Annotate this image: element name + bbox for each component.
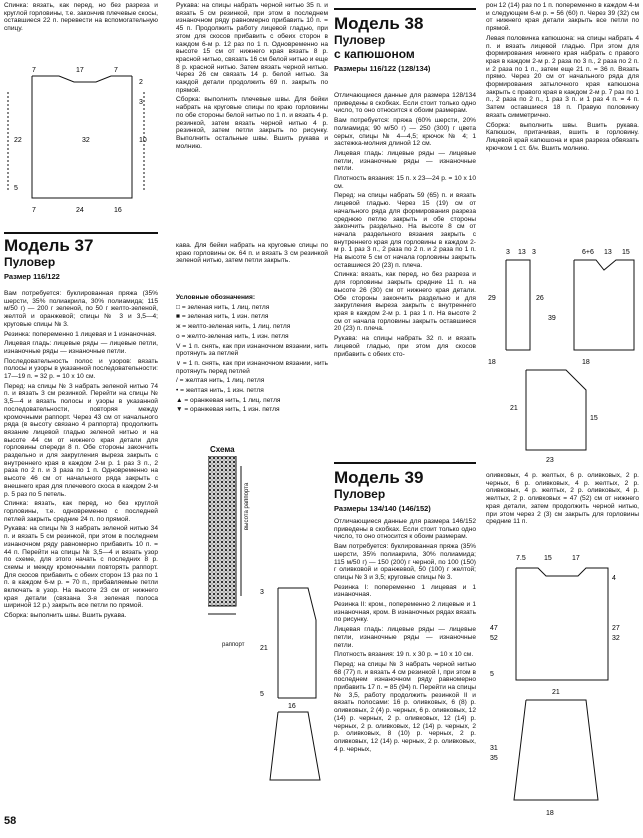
model37-subtitle: Пуловер <box>4 255 56 269</box>
dim-side: 21 <box>260 645 268 652</box>
paragraph: Резинка I: попеременно 1 лицевая и 1 изнаночная. <box>334 583 476 599</box>
dim-w3: 7 <box>114 67 118 74</box>
dim-j: 31 <box>490 745 498 752</box>
model37-sleeve-schematic <box>258 580 334 820</box>
dim-b5: 23 <box>546 457 554 464</box>
dim-n: 27 <box>612 625 620 632</box>
model38-subtitle-2: с капюшоном <box>334 47 415 61</box>
dim-g: 21 <box>552 689 560 696</box>
paragraph: Лицевая гладь: лицевые ряды — лицевые петли, изнаночные ряды — изнаночные петли. <box>334 149 476 173</box>
dim-b3: 18 <box>582 359 590 366</box>
model39-text <box>334 518 476 836</box>
section-rule <box>334 8 476 10</box>
dim-t6: 15 <box>622 249 630 256</box>
paragraph: Вам потребуется: пряжа (60% шерсти, 20% полиамида; 90 м/50 г) — 250 (300) г цвета серых, спицы № 4—4,5; крючок № 4; 1 застежка-молния длиной 12 см. <box>334 117 476 148</box>
dim-t2: 13 <box>518 249 526 256</box>
legend-title: Условные обозначения: <box>176 294 256 301</box>
dim-h4: 10 <box>139 137 147 144</box>
dim-b: 15 <box>544 555 552 562</box>
dim-a: 7.5 <box>516 555 526 562</box>
model38-size: Размеры 116/122 (128/134) <box>334 64 431 73</box>
body-outline <box>574 260 634 350</box>
model39-size: Размеры 134/140 (146/152) <box>334 504 431 513</box>
dim-w2: 17 <box>76 67 84 74</box>
dim-d: 4 <box>612 575 616 582</box>
paragraph: Резинка: попеременно 1 лицевая и 1 изнаночная. <box>4 330 157 338</box>
model38-schematic <box>486 240 639 470</box>
model38-subtitle: Пуловер <box>334 33 386 47</box>
legend-item: ∨ = 1 п. снять, как при изнаночном вязании, нить протянуть перед петлей <box>176 359 328 375</box>
col4-bottom-text <box>486 472 639 532</box>
dim-h2: 26 <box>536 295 544 302</box>
model38-text <box>334 92 476 454</box>
dim-t3: 3 <box>532 249 536 256</box>
dim-c: 17 <box>572 555 580 562</box>
paragraph: Вам потребуется: буклированная пряжа (35% шерсти, 35% полиакрила, 30% полиамида; 115 м/50 г) — 200 г зеленой, по 50 г желто-зеленой, желтой и оранжевой; спицы № 3 и 3,5—4; круговые спицы № 3. <box>4 290 158 328</box>
paragraph: Рукава: на спицы набрать 32 п. и вязать лицевой гладью, при этом для скосов прибавить с обеих сто- <box>334 335 476 358</box>
paragraph: Сборка: выполнить швы. Вшить рукава. <box>4 612 127 620</box>
dim-m: 5 <box>490 671 494 678</box>
paragraph: Отличающиеся данные для размера 146/152 приведены в скобках. Если стоит только одно число, то оно относится к обоим размерам. <box>334 518 476 541</box>
dim-t4: 6+6 <box>582 249 594 256</box>
dim-k: 35 <box>490 755 498 762</box>
paragraph: рон 12 (14) раз по 1 п. попеременно в каждом 4-м и следующем 6-м р. = 56 (60) п. Через 39 (32) см от нижнего края детали закрыть все петли по прямой. <box>486 2 639 33</box>
dim-e: 47 <box>490 625 498 632</box>
front-outline <box>278 588 316 698</box>
dim-left: 7 <box>32 207 36 214</box>
rapport-height-label: высота раппорта <box>244 482 250 530</box>
dim-w1: 7 <box>32 67 36 74</box>
paragraph: Последовательность полос и узоров: вязать полосы и узоры в указанной последовательности: 17—19 п. = 32 р. = 10 х 10 см. <box>4 357 158 381</box>
model37-size: Размер 116/122 <box>4 272 60 281</box>
paragraph: Перед: на спицы набрать 59 (65) п. и вязать лицевой гладью. Через 15 (19) см от начального ряда для формирования разреза среднюю петлю закрыть и обе стороны закончить раздельно. На высоте 8 см от начала раздельного вязания закрыть с внутреннего края для горловины в каждом 2-м р. 1 раз 3 п., 2 раза по 2 п. и 2 раза по 1 п. На высоте 5 см от начала горловины закрыть оставшиеся 20 (23) п. плеча. <box>334 192 476 269</box>
paragraph: Лицевая гладь: лицевые ряды — лицевые петли, изнаночные ряды — изнаночные петли. <box>4 340 158 355</box>
dim-b1: 18 <box>488 359 496 366</box>
col2-top-text <box>176 2 328 240</box>
paragraph: оливковых, 4 р. желтых, 6 р. оливковых, 2 р. черных, 6 р. оливковых, 4 р. желтых, 2 р. оливковых, 4 р. желтых, 2 р. оливковых, 4 р. желтых, 2 р. оливковых = 47 (52) см от нижнего края детали, затем продолжить черной нитью, при этом через 2 (3) см закрыть для горловины средние 11 п. <box>486 472 639 526</box>
paragraph: Сборка: выполнить швы. Вшить рукава. Капюшон, притачивая, вшить в горловину. Лицевой край капюшона и края разреза обвязать крючком 1 ст. б/н. Вшить молнию. <box>486 121 639 152</box>
model39-schematic <box>486 540 639 830</box>
col2-mid-text <box>176 242 328 292</box>
dim-w4: 24 <box>76 207 84 214</box>
legend-item: • = желтая нить, 1 изн. петля <box>176 387 264 395</box>
body-outline <box>516 568 608 680</box>
paragraph: Левая половинка капюшона: на спицы набрать 4 п. и вязать лицевой гладью. При этом для формирования нижнего края набрать с правого края в каждом 2-м р. 2 раза по 3 п., 2 раза по 2 п. и 2 раза по 1 п., затем еще 21 п. = 36 п. Вязать прямо. Через 20 см от начального ряда для формирования затылочного края капюшона закрыть с правого края в каждом 2-м р. 7 раз по 1 п., 2 раза по 2 п., 1 раз 3 п. и 1 раз 4 п. = 4 п. Затем оставшиеся 18 п. Правую половинку вязать симметрично. <box>486 34 639 119</box>
paragraph: Перед: на спицы № 3 набрать черной нитью 68 (77) п. и вязать 4 см резинкой I, при этом в последнем изнаночном ряду равномерно прибавить 17 п. = 85 (94) п. Перейти на спицы № 3,5, работу продолжить резинкой II и вязать полосами: 16 р. оливковых, 6 (8) р. оливковых, 2 (4) р. черных, 6 р. оливковых, 12 (14) р. черных, 2 р. оливковых, 12 (14) р. черных, 2 р. оливковых, 12 (14) р. черных, 2 р. оливковых, 8 (10) р. черных, 2 р. оливковых, 12 (14) р. черных, 2 р. оливковых, 4 р. черных, <box>334 660 476 753</box>
rapport-label: раппорт <box>222 642 245 648</box>
model37-text <box>4 290 158 818</box>
dim-h1: 29 <box>488 295 496 302</box>
dim-h1: 3 <box>139 99 143 106</box>
legend-item: / = желтая нить, 1 лиц. петля <box>176 377 265 385</box>
paragraph: Сборка: выполнить плечевые швы. Для бейки набрать на круговые спицы по краю горловины по обе стороны белой нитью по 1 п. и вязать 4 р. резинкой, затем вязать черной нитью 4 р. резинкой, затем петли закрыть по рисунку. Выполнить остальные швы. Вшить рукава и молнию. <box>176 96 328 150</box>
sleeve-outline <box>270 712 320 780</box>
model39-title: Модель 39 <box>334 468 424 487</box>
paragraph: Рукава: на спицы № 3 набрать зеленой нитью 34 п. и вязать 5 см резинкой, при этом в последнем изнаночном ряду равномерно прибавить 10 п. = 44 п. Перейти на спицы № 3,5—4 и вязать узор по схеме, для этого начать с последних 8 р. схемы и между кромочными повторять раппорт. Для скосов прибавить с обеих сторон 13 раз по 1 п. в каждом 6-м р. = 70 п., прибавляемые петли включать в узор. На высоте 23 см от нижнего края детали (связана 3-я зеленая полоса шириной 12 р.) закрыть все петли по прямой. <box>4 525 158 610</box>
chart-grid <box>208 456 236 606</box>
dim-l: 18 <box>546 810 554 817</box>
model37-schematic <box>4 62 158 222</box>
dim-b3-sleeve: 16 <box>288 703 296 710</box>
paragraph: Спинка: вязать, как перед, но без круглой горловины, т.е. одновременно с последней петлей закрыть средние 24 п. по прямой. <box>4 500 158 523</box>
dim-top: 2 <box>139 79 143 86</box>
paragraph: Вам потребуется: буклированная пряжа (35% шерсти, 35% полиакрила, 30% полиамида; 115 м/50 г) — 150 (200) г черной, по 100 (150) г оливковой и оранжевой, 50 (100) г желтой; спицы № 3 и 3,5; круговые спицы № 3. <box>334 543 476 581</box>
dim-h2: 22 <box>14 137 22 144</box>
dim-h5: 5 <box>14 185 18 192</box>
sleeve-left-outline <box>506 260 530 350</box>
paragraph: Спинка: вязать, как перед, но без разреза и для горловины закрыть средние 11 п. на высоте 26 (30) см от нижнего края детали. Обе стороны закончить раздельно и для закругления выреза закрыть с внутреннего края в каждом 2-м р. 1 раз 1 п. На высоте 2 см от начала горловины закрыть оставшиеся 20 (23) п. плеча. <box>334 271 476 333</box>
legend <box>176 294 328 444</box>
legend-item: V = 1 п. снять, как при изнаночном вязании, нить протянуть за петлей <box>176 342 328 358</box>
legend-item: ▼ = оранжевая нить, 1 изн. петля <box>176 406 280 414</box>
model37-title: Модель 37 <box>4 236 94 255</box>
dim-b2: 5 <box>260 691 264 698</box>
paragraph: Спинка: вязать, как перед, но без разреза и круглой горловины, т.е. закончив плечевые скосы, оставшиеся 22 п. перевести на вспомогательную спицу. <box>4 2 158 33</box>
dim-b3: 16 <box>114 207 122 214</box>
sleeve-outline <box>514 700 598 800</box>
legend-item: ж = желто-зеленая нить, 1 лиц. петля <box>176 323 291 331</box>
legend-item: ▲ = оранжевая нить, 1 лиц. петля <box>176 396 281 404</box>
page-number: 58 <box>4 815 17 827</box>
dim-o: 32 <box>612 635 620 642</box>
dim-h3: 39 <box>548 315 556 322</box>
dim-b1: 3 <box>260 589 264 596</box>
schema-title: Схема <box>210 445 235 454</box>
paragraph: Рукава: на спицы набрать черной нитью 35 п. и вязать 5 см резинкой, при этом в последнем изнаночном ряду равномерно прибавить 10 п. = 45 п. Продолжить работу лицевой гладью, при этом для скосов прибавить с обеих сторон в каждом 6-м р. 12 раз по 1 п. Одновременно на высоте 15 см от нижнего края вязать 8 р. красной нитью, связать 16 см белой нитью и еще 8 р. красной нитью. Затем вязать черной нитью. Через 26 см связать 14 р. белой нитью. За каждой детали продолжить 69 п. закрыть по прямой. <box>176 2 328 94</box>
dim-t1: 3 <box>506 249 510 256</box>
col1-top-text <box>4 2 158 62</box>
dim-h3: 32 <box>82 137 90 144</box>
legend-item: □ = зеленая нить, 1 лиц. петля <box>176 303 270 311</box>
paragraph: Плотность вязания: 15 п. х 23—24 р. = 10 х 10 см. <box>334 175 476 190</box>
paragraph: Отличающиеся данные для размера 128/134 приведены в скобках. Если стоит только одно число, то оно относится к обоим размерам. <box>334 92 476 115</box>
legend-item: о = желто-зеленая нить, 1 изн. петля <box>176 332 289 340</box>
section-rule <box>4 232 158 234</box>
col4-top-text <box>486 2 639 240</box>
model38-header <box>334 14 476 73</box>
paragraph: Плотность вязания: 19 п. х 30 р. = 10 х 10 см. <box>334 651 474 659</box>
model38-title: Модель 38 <box>334 14 424 33</box>
paragraph: Перед: на спицы № 3 набрать зеленой нитью 74 п. и вязать 3 см резинкой. Перейти на спицы № 3,5—4 и вязать полосы и узоры в указанной последовательности, повторяя между кромочными раппорт. Через 43 см от начального ряда (в высоту связано 4 раппорта) продолжить вязание лицевой гладью зеленой нитью и на высоте 44 см от нижнего края детали для горловины спереди 8 п. Обе стороны закончить раздельно и для закругления выреза закрыть с внутреннего края в каждом 2-м р. 1 раз 3 п., 2 раза по 2 п. и 3 раза по 1 п. Одновременно на высоте 46 см от начального ряда закрыть с внешнего края для плечевого скоса в каждом 2-м р. 5 раз по 5 петель. <box>4 382 158 498</box>
model37-header <box>4 236 158 281</box>
dim-f: 52 <box>490 635 498 642</box>
neckline-line <box>32 76 132 82</box>
section-rule <box>334 462 476 464</box>
legend-item: ■ = зеленая нить, 1 изн. петля <box>176 313 269 321</box>
dim-h4: 21 <box>510 405 518 412</box>
paragraph: Лицевая гладь: лицевые ряды — лицевые петли, изнаночные ряды — изнаночные петли. <box>334 626 476 649</box>
dim-t5: 13 <box>604 249 612 256</box>
paragraph: кава. Для бейки набрать на круговые спицы по краю горловины ок. 64 п. и вязать 3 см резинкой зеленой нитью, затем петли закрыть. <box>176 242 328 265</box>
paragraph: Резинка II: кром., попеременно 2 лицевые и 1 изнаночная, кром. В изнаночных рядах вязать по рисунку. <box>334 601 476 624</box>
hood-outline <box>526 370 586 450</box>
dim-h5: 15 <box>590 415 598 422</box>
model39-subtitle: Пуловер <box>334 487 386 501</box>
model39-header <box>334 468 476 513</box>
knitting-chart <box>208 456 246 626</box>
